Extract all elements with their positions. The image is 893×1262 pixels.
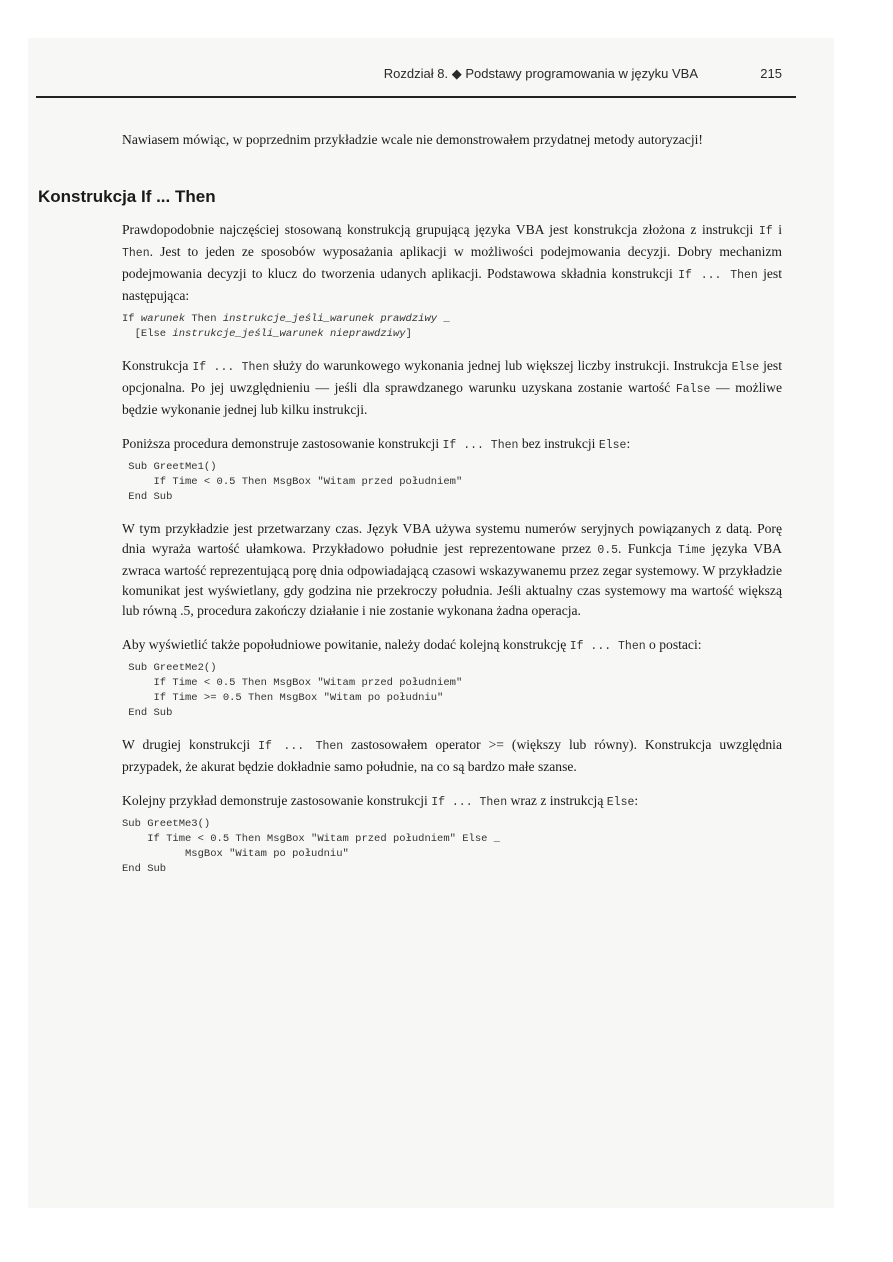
text: Poniższa procedura demonstruje zastosowanie konstrukcji: [122, 436, 443, 451]
inline-code: If: [758, 225, 773, 238]
text: W tym przykładzie jest przetwarzany czas. Język VBA używa systemu numerów seryjnych powiązanych z datą. Porę dnia wyraża wartość ułamkowa. Przykładowo południe jest reprezentowane przez: [122, 521, 782, 556]
text: . Jest to jeden ze sposobów wyposażania aplikacji w możliwości podejmowania decyzji. Dobry mechanizm podejmowania decyzji to klucz do tworzenia udanych aplikacji. Podstawowa składnia konstrukcji: [122, 244, 782, 281]
paragraph-1: [122, 220, 782, 306]
text: jest opcjonalna. Po jej uwzględnieniu — jeśli dla sprawdzanego warunku uzyskana zostanie wartość: [122, 358, 782, 395]
text: służy do warunkowego wykonania jednej lub większej liczby instrukcji. Instrukcja: [269, 358, 732, 373]
text: :: [626, 436, 631, 451]
code-block-greetme1: Sub GreetMe1() If Time < 0.5 Then MsgBox "Witam przed południem" End Sub: [128, 461, 463, 503]
code-text: Then: [185, 313, 223, 325]
code-block-greetme3: Sub GreetMe3() If Time < 0.5 Then MsgBox "Witam przed południem" Else _ MsgBox "Witam po południu" End Sub: [122, 818, 501, 875]
inline-code: Else: [606, 796, 635, 809]
paragraph-3: [122, 434, 782, 456]
text: Prawdopodobnie najczęściej stosowaną konstrukcją grupującą języka VBA jest konstrukcja złożona z instrukcji: [122, 222, 759, 237]
header-title: Rozdział 8. ◆ Podstawy programowania w języku VBA: [383, 66, 698, 81]
page-body: [122, 130, 782, 877]
running-header: [36, 62, 788, 88]
paragraph-4: [122, 519, 782, 621]
text: języka VBA zwraca wartość reprezentującą porę dnia odpowiadającą czasowi wskazywanemu przez zegar systemowy. W przykładzie komunikat jest wyświetlany, gdy godzina nie przekroczy południa. Jeśli aktualny czas systemowy ma wartość większą lub równą .5, procedura zakończy działanie i nie zostanie wykonana żadna operacja.: [122, 541, 783, 618]
text: Aby wyświetlić także popołudniowe powitanie, należy dodać kolejną konstrukcję: [122, 637, 570, 652]
code-text: If: [122, 313, 141, 325]
paragraph-5: [122, 635, 782, 657]
code-placeholder: warunek: [140, 313, 186, 325]
page-number: 215: [760, 66, 782, 81]
syntax-block: [122, 312, 782, 342]
code-text: [Else: [122, 328, 173, 340]
text: . Funkcja: [618, 541, 678, 556]
text: jest następująca:: [122, 266, 782, 303]
inline-code: Time: [677, 544, 706, 557]
text: W drugiej konstrukcji: [122, 737, 259, 752]
code-placeholder: instrukcje_jeśli_warunek nieprawdziwy: [172, 328, 406, 340]
inline-code: If ... Then: [431, 796, 508, 809]
inline-code: If ... Then: [192, 361, 270, 374]
code-text: ]: [405, 328, 412, 340]
inline-code: If ... Then: [569, 640, 646, 653]
section-heading: Konstrukcja If ... Then: [38, 187, 216, 206]
intro-paragraph: Nawiasem mówiąc, w poprzednim przykładzie wcale nie demonstrowałem przydatnej metody autoryzacji!: [122, 132, 703, 147]
text: :: [634, 793, 639, 808]
text: o postaci:: [645, 637, 702, 652]
text: Konstrukcja: [122, 358, 193, 373]
code-block-greetme2: Sub GreetMe2() If Time < 0.5 Then MsgBox "Witam przed południem" If Time >= 0.5 Then MsgBox "Witam po południu" End Sub: [128, 662, 463, 719]
inline-code: 0.5: [597, 544, 619, 557]
paragraph-7: [122, 791, 782, 813]
code-text: _: [437, 313, 450, 325]
text: zastosowałem operator >= (większy lub równy). Konstrukcja uwzględnia przypadek, że akurat będzie dokładnie samo południe, na co są bardzo małe szanse.: [122, 737, 782, 774]
text: Kolejny przykład demonstruje zastosowanie konstrukcji: [122, 793, 432, 808]
inline-code: Then: [122, 247, 150, 260]
header-rule: [36, 96, 796, 98]
text: — możliwe będzie wykonanie jednej lub kilku instrukcji.: [122, 380, 783, 417]
text: bez instrukcji: [518, 436, 599, 451]
paragraph-6: [122, 735, 782, 777]
text: i: [772, 222, 782, 237]
inline-code: False: [675, 383, 711, 396]
inline-code: If ... Then: [442, 439, 519, 452]
inline-code: Else: [731, 361, 760, 374]
inline-code: Else: [598, 439, 627, 452]
paragraph-2: [122, 356, 782, 420]
inline-code: If ... Then: [258, 740, 344, 753]
inline-code: If ... Then: [678, 269, 758, 282]
text: wraz z instrukcją: [507, 793, 607, 808]
code-placeholder: instrukcje_jeśli_warunek prawdziwy: [222, 313, 438, 325]
